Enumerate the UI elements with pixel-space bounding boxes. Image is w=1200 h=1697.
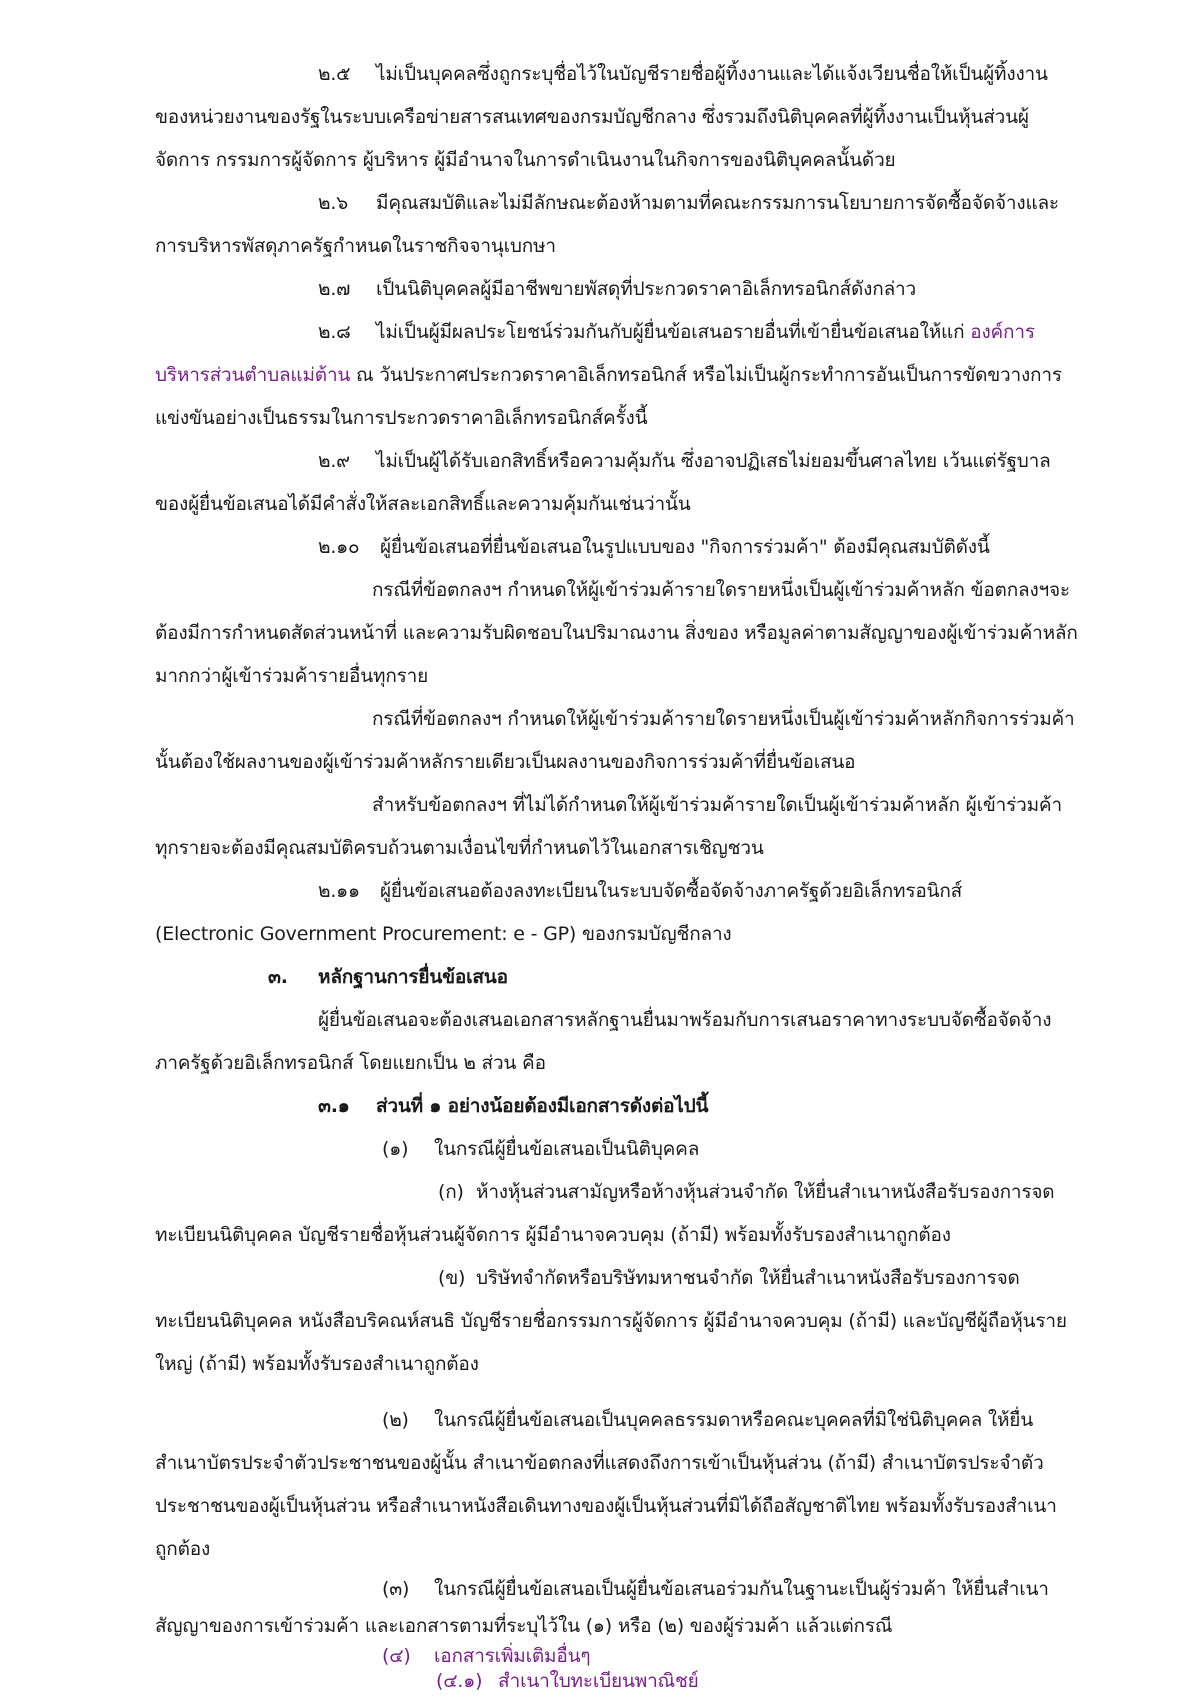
item-1-b-line-2: ทะเบียนนิติบุคคล หนังสือบริคณห์สนธิ บัญชีรายชื่อกรรมการผู้จัดการ ผู้มีอำนาจควบคุม (ถ้ามี) และบัญชีผู้ถือหุ้นราย (155, 1310, 1067, 1332)
section-3-heading (268, 963, 508, 991)
clause-number: ๒.๘ (318, 321, 351, 343)
clause-2-6-line-1 (318, 189, 1059, 217)
clause-text: ณ วันประกาศประกวดราคาอิเล็กทรอนิกส์ หรือไม่เป็นผู้กระทำการอันเป็นการขัดขวางการ (350, 364, 1062, 386)
item-text: บริษัทจำกัดหรือบริษัทมหาชนจำกัด ให้ยื่นสำเนาหนังสือรับรองการจด (476, 1267, 1020, 1289)
section-3-line-1: ผู้ยื่นข้อเสนอจะต้องเสนอเอกสารหลักฐานยื่นมาพร้อมกับการเสนอราคาทางระบบจัดซื้อจัดจ้าง (318, 1009, 1052, 1031)
section-title: ส่วนที่ ๑ อย่างน้อยต้องมีเอกสารดังต่อไปนี้ (376, 1095, 709, 1117)
item-2-line-1 (382, 1406, 1033, 1434)
clause-2-10-para-3-line-1: สำหรับข้อตกลงฯ ที่ไม่ได้กำหนดให้ผู้เข้าร่วมค้ารายใดเป็นผู้เข้าร่วมค้าหลัก ผู้เข้าร่วมค้า (372, 794, 1062, 816)
item-4 (382, 1642, 590, 1670)
clause-number: ๒.๕ (318, 63, 351, 85)
clause-2-11-line-1 (318, 877, 962, 905)
section-number: ๓.๑ (318, 1095, 350, 1117)
clause-text: ไม่เป็นผู้มีผลประโยชน์ร่วมกันกับผู้ยื่นข้อเสนอรายอื่นที่เข้ายื่นข้อเสนอให้แก่ (376, 321, 965, 343)
section-3-1-heading (318, 1092, 708, 1120)
item-3-line-1 (382, 1575, 1049, 1603)
item-2-line-4: ถูกต้อง (155, 1538, 211, 1560)
clause-text: ผู้ยื่นข้อเสนอที่ยื่นข้อเสนอในรูปแบบของ "กิจการร่วมค้า" ต้องมีคุณสมบัติดังนี้ (380, 536, 990, 558)
item-4-1 (436, 1667, 699, 1695)
organization-name-highlight: องค์การ (970, 321, 1035, 343)
section-title: หลักฐานการยื่นข้อเสนอ (318, 966, 508, 988)
organization-name-highlight: บริหารส่วนตำบลแม่ต้าน (155, 364, 351, 386)
clause-2-9-line-2: ของผู้ยื่นข้อเสนอได้มีคำสั่งให้สละเอกสิทธิ์และความคุ้มกันเช่นว่านั้น (155, 493, 691, 515)
clause-2-5-line-1 (318, 60, 1048, 88)
item-number: (ก) (438, 1181, 464, 1203)
item-text: ในกรณีผู้ยื่นข้อเสนอเป็นนิติบุคคล (434, 1138, 700, 1160)
item-1-a-line-1 (438, 1178, 1054, 1206)
clause-text: ไม่เป็นผู้ได้รับเอกสิทธิ์หรือความคุ้มกัน ซึ่งอาจปฏิเสธไม่ยอมขึ้นศาลไทย เว้นแต่รัฐบาล (376, 450, 1051, 472)
item-1-a-line-2: ทะเบียนนิติบุคคล บัญชีรายชื่อหุ้นส่วนผู้จัดการ ผู้มีอำนาจควบคุม (ถ้ามี) พร้อมทั้งรับรองสำเนาถูกต้อง (155, 1224, 951, 1246)
item-number: (๒) (382, 1409, 409, 1431)
item-number: (ข) (438, 1267, 466, 1289)
clause-number: ๒.๗ (318, 278, 351, 300)
clause-2-10-line-1 (318, 533, 990, 561)
item-number: (๔) (382, 1645, 411, 1667)
clause-text: ผู้ยื่นข้อเสนอต้องลงทะเบียนในระบบจัดซื้อจัดจ้างภาครัฐด้วยอิเล็กทรอนิกส์ (380, 880, 963, 902)
item-2-line-3: ประชาชนของผู้เป็นหุ้นส่วน หรือสำเนาหนังสือเดินทางของผู้เป็นหุ้นส่วนที่มิได้ถือสัญชาติไทย พร้อมทั้งรับรองสำเนา (155, 1495, 1057, 1517)
item-number: (๑) (382, 1138, 409, 1160)
item-number: (๔.๑) (436, 1670, 483, 1692)
clause-2-9-line-1 (318, 447, 1051, 475)
item-3-line-2: สัญญาของการเข้าร่วมค้า และเอกสารตามที่ระบุไว้ใน (๑) หรือ (๒) ของผู้ร่วมค้า แล้วแต่กรณี (155, 1615, 893, 1637)
clause-2-8-line-3: แข่งขันอย่างเป็นธรรมในการประกวดราคาอิเล็กทรอนิกส์ครั้งนี้ (155, 407, 648, 429)
section-3-line-2: ภาครัฐด้วยอิเล็กทรอนิกส์ โดยแยกเป็น ๒ ส่วน คือ (155, 1052, 546, 1074)
clause-2-6-line-2: การบริหารพัสดุภาครัฐกำหนดในราชกิจจานุเบกษา (155, 235, 556, 257)
clause-number: ๒.๖ (318, 192, 349, 214)
clause-text: มีคุณสมบัติและไม่มีลักษณะต้องห้ามตามที่คณะกรรมการนโยบายการจัดซื้อจัดจ้างและ (376, 192, 1059, 214)
item-1 (382, 1135, 699, 1163)
clause-2-10-para-3-line-2: ทุกรายจะต้องมีคุณสมบัติครบถ้วนตามเงื่อนไขที่กำหนดไว้ในเอกสารเชิญชวน (155, 837, 764, 859)
item-text: ในกรณีผู้ยื่นข้อเสนอเป็นบุคคลธรรมดาหรือคณะบุคคลที่มิใช่นิติบุคคล ให้ยื่น (434, 1409, 1033, 1431)
clause-2-7-line-1 (318, 275, 916, 303)
clause-2-10-para-1-line-3: มากกว่าผู้เข้าร่วมค้ารายอื่นทุกราย (155, 665, 429, 687)
clause-2-5-line-2: ของหน่วยงานของรัฐในระบบเครือข่ายสารสนเทศของกรมบัญชีกลาง ซึ่งรวมถึงนิติบุคคลที่ผู้ทิ้งงานเป็นหุ้นส่วนผู้ (155, 106, 1029, 128)
clause-number: ๒.๑๑ (318, 880, 360, 902)
clause-2-5-line-3: จัดการ กรรมการผู้จัดการ ผู้บริหาร ผู้มีอำนาจในการดำเนินงานในกิจการของนิติบุคคลนั้นด้วย (155, 149, 896, 171)
item-1-b-line-1 (438, 1264, 1020, 1292)
clause-2-10-para-1-line-2: ต้องมีการกำหนดสัดส่วนหน้าที่ และความรับผิดชอบในปริมาณงาน สิ่งของ หรือมูลค่าตามสัญญาของผู้เข้าร่วมค้าหลัก (155, 622, 1078, 644)
clause-2-10-para-2-line-1: กรณีที่ข้อตกลงฯ กำหนดให้ผู้เข้าร่วมค้ารายใดรายหนึ่งเป็นผู้เข้าร่วมค้าหลักกิจการร่วมค้า (372, 708, 1075, 730)
item-2-line-2: สำเนาบัตรประจำตัวประชาชนของผู้นั้น สำเนาข้อตกลงที่แสดงถึงการเข้าเป็นหุ้นส่วน (ถ้ามี) สำเนาบัตรประจำตัว (155, 1452, 1044, 1474)
item-text: ในกรณีผู้ยื่นข้อเสนอเป็นผู้ยื่นข้อเสนอร่วมกันในฐานะเป็นผู้ร่วมค้า ให้ยื่นสำเนา (434, 1578, 1049, 1600)
item-text: ห้างหุ้นส่วนสามัญหรือห้างหุ้นส่วนจำกัด ให้ยื่นสำเนาหนังสือรับรองการจด (476, 1181, 1055, 1203)
clause-number: ๒.๑๐ (318, 536, 360, 558)
clause-text: ไม่เป็นบุคคลซึ่งถูกระบุชื่อไว้ในบัญชีรายชื่อผู้ทิ้งงานและได้แจ้งเวียนชื่อให้เป็นผู้ทิ้งงาน (376, 63, 1048, 85)
item-1-b-line-3: ใหญ่ (ถ้ามี) พร้อมทั้งรับรองสำเนาถูกต้อง (155, 1353, 479, 1375)
clause-number: ๒.๙ (318, 450, 350, 472)
clause-2-11-line-2: (Electronic Government Procurement: e - GP) ของกรมบัญชีกลาง (155, 923, 732, 945)
clause-2-8-line-1 (318, 318, 1035, 346)
clause-2-8-line-2 (155, 361, 1062, 389)
item-text: สำเนาใบทะเบียนพาณิชย์ (498, 1670, 699, 1692)
section-number: ๓. (268, 966, 288, 988)
clause-text: เป็นนิติบุคคลผู้มีอาชีพขายพัสดุที่ประกวดราคาอิเล็กทรอนิกส์ดังกล่าว (376, 278, 916, 300)
clause-2-10-para-1-line-1: กรณีที่ข้อตกลงฯ กำหนดให้ผู้เข้าร่วมค้ารายใดรายหนึ่งเป็นผู้เข้าร่วมค้าหลัก ข้อตกลงฯจะ (372, 579, 1070, 601)
item-number: (๓) (382, 1578, 410, 1600)
item-text: เอกสารเพิ่มเติมอื่นๆ (434, 1645, 591, 1667)
clause-2-10-para-2-line-2: นั้นต้องใช้ผลงานของผู้เข้าร่วมค้าหลักรายเดียวเป็นผลงานของกิจการร่วมค้าที่ยื่นข้อเสนอ (155, 751, 856, 773)
